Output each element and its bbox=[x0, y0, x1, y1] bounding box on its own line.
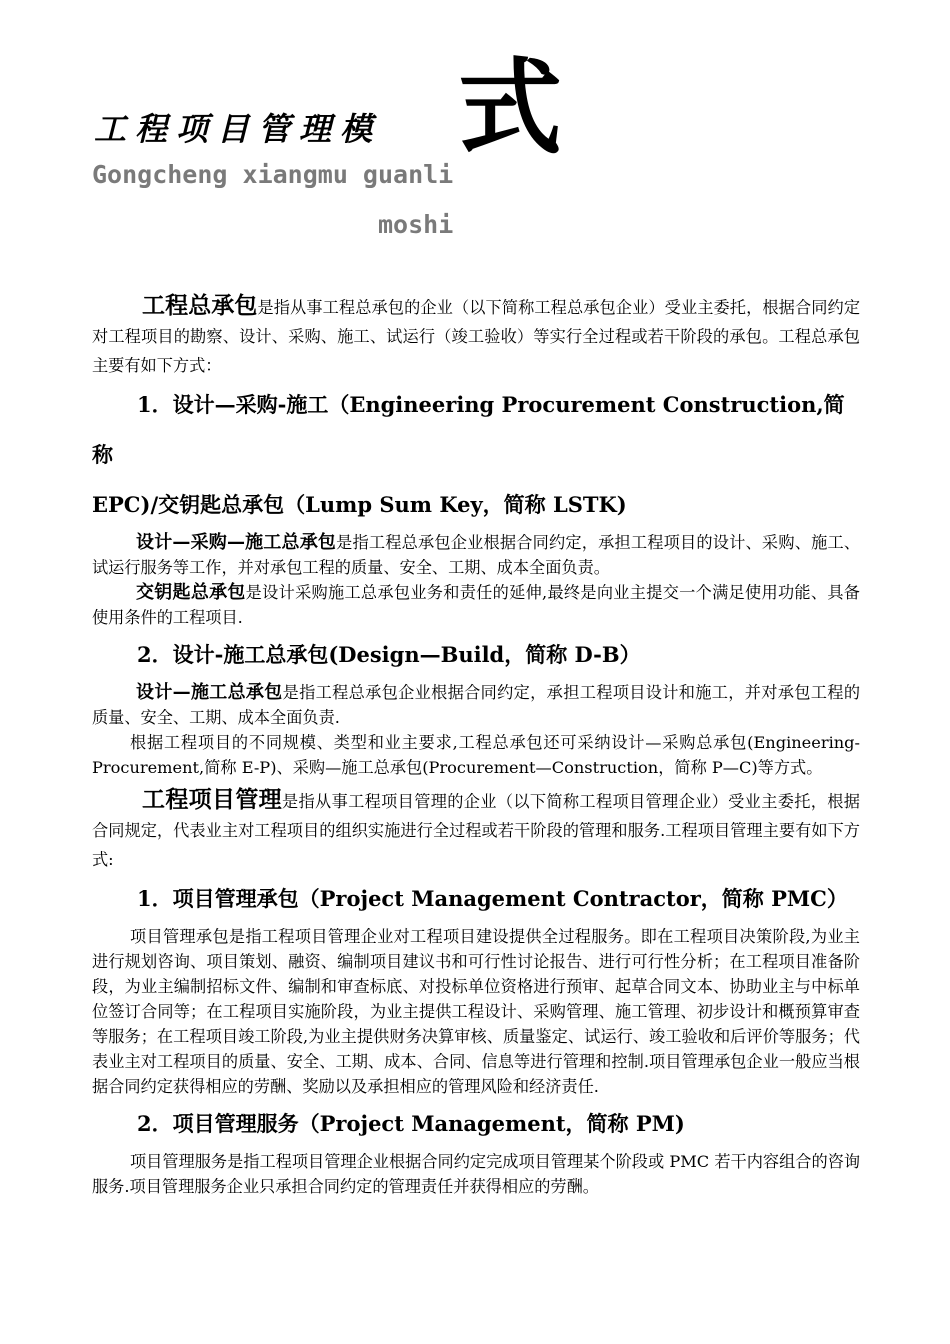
db-paragraph bbox=[92, 680, 860, 730]
epc-intro-text-line1: 是指从事工程总承包的企业（以下简称工程总承包企业）受业主委托， bbox=[257, 298, 763, 317]
document-title-large-char: 式 bbox=[458, 46, 563, 169]
other-modes-paragraph: 根据工程项目的不同规模、类型和业主要求,工程总承包还可采纳设计—采购总承包(Engineering-Procurement,简称 E-P)、采购—施工总承包(Procurement—Construction，简称 P—C)等方式。 bbox=[92, 733, 860, 777]
db-text: 是指工程总承包企业根据合同约定，承担工程项目设计和施工，并对承包工程的质量、安全、工期、成本全面负责. bbox=[92, 683, 861, 727]
pm-intro-text: 是指从事工程项目管理的企业（以下简称工程项目管理企业）受业主委托，根据合同规定，代表业主对工程项目的组织实施进行全过程或若干阶段的管理和服务.工程项目管理主要有如下方式: bbox=[92, 792, 860, 869]
epc-text: 是指工程总承包企业根据合同约定，承担工程项目的设计、采购、施工、试运行服务等工作，并对承包工程的质量、安全、工期、成本全面负责。 bbox=[92, 533, 861, 577]
epc-intro-paragraph bbox=[92, 292, 860, 380]
pmc-paragraph: 项目管理承包是指工程项目管理企业对工程项目建设提供全过程服务。即在工程项目决策阶段,为业主进行规划咨询、项目策划、融资、编制项目建议书和可行性讨论报告、进行可行性分析；在工程项目准备阶段，为业主编制招标文件、编制和审查标底、对投标单位资格进行预审、起草合同文本、协助业主与中标单位签订合同等；在工程项目实施阶段，为业主提供工程设计、采购管理、施工管理、初步设计和概预算审查等服务；在工程项目竣工阶段,为业主提供财务决算审核、质量鉴定、试运行、竣工验收和后评价等服务；代表业主对工程项目的质量、安全、工期、成本、合同、信息等进行管理和控制.项目管理承包企业一般应当根据合同约定获得相应的劳酬、奖励以及承担相应的管理风险和经济责任. bbox=[92, 927, 860, 1096]
document-title: 工程项目管理模 bbox=[94, 110, 382, 148]
document-body bbox=[92, 292, 860, 1199]
epc-paragraph bbox=[92, 530, 860, 580]
pm-paragraph: 项目管理服务是指工程项目管理企业根据合同约定完成项目管理某个阶段或 PMC 若干内容组合的咨询服务.项目管理服务企业只承担合同约定的管理责任并获得相应的劳酬。 bbox=[92, 1152, 861, 1196]
epc-lead: 设计—采购—施工总承包 bbox=[136, 532, 337, 553]
pm-intro-paragraph bbox=[92, 786, 860, 874]
lstk-text: 是设计采购施工总承包业务和责任的延伸,最终是向业主提交一个满足使用功能、具备使用条件的工程项目. bbox=[92, 583, 860, 627]
heading-pm: 2．项目管理服务（Project Management，简称 PM) bbox=[137, 1111, 685, 1136]
heading-design-build: 2．设计-施工总承包(Design—Build，简称 D-B） bbox=[137, 642, 641, 667]
heading-epc-line1: 1．设计—采购-施工（Engineering Procurement Construction,简称 bbox=[92, 392, 845, 467]
epc-intro-lead: 工程总承包 bbox=[142, 293, 258, 319]
lstk-lead: 交钥匙总承包 bbox=[136, 582, 246, 603]
heading-epc-line2: EPC)/交钥匙总承包（Lump Sum Key，简称 LSTK) bbox=[92, 492, 627, 517]
epc-intro-text: 根据合同约定对工程项目的勘察、设计、采购、施工、试运行（竣工验收）等实行全过程或若干阶段的承包。工程总承包主要有如下方式： bbox=[92, 298, 861, 375]
heading-pmc: 1．项目管理承包（Project Management Contractor，简称 PMC） bbox=[137, 886, 848, 911]
title-pinyin-line1: Gongcheng xiangmu guanli bbox=[92, 160, 454, 189]
lstk-paragraph bbox=[92, 580, 860, 630]
title-pinyin-line2: moshi bbox=[378, 210, 454, 239]
db-lead: 设计—施工总承包 bbox=[136, 682, 283, 703]
pm-intro-lead: 工程项目管理 bbox=[142, 787, 283, 813]
